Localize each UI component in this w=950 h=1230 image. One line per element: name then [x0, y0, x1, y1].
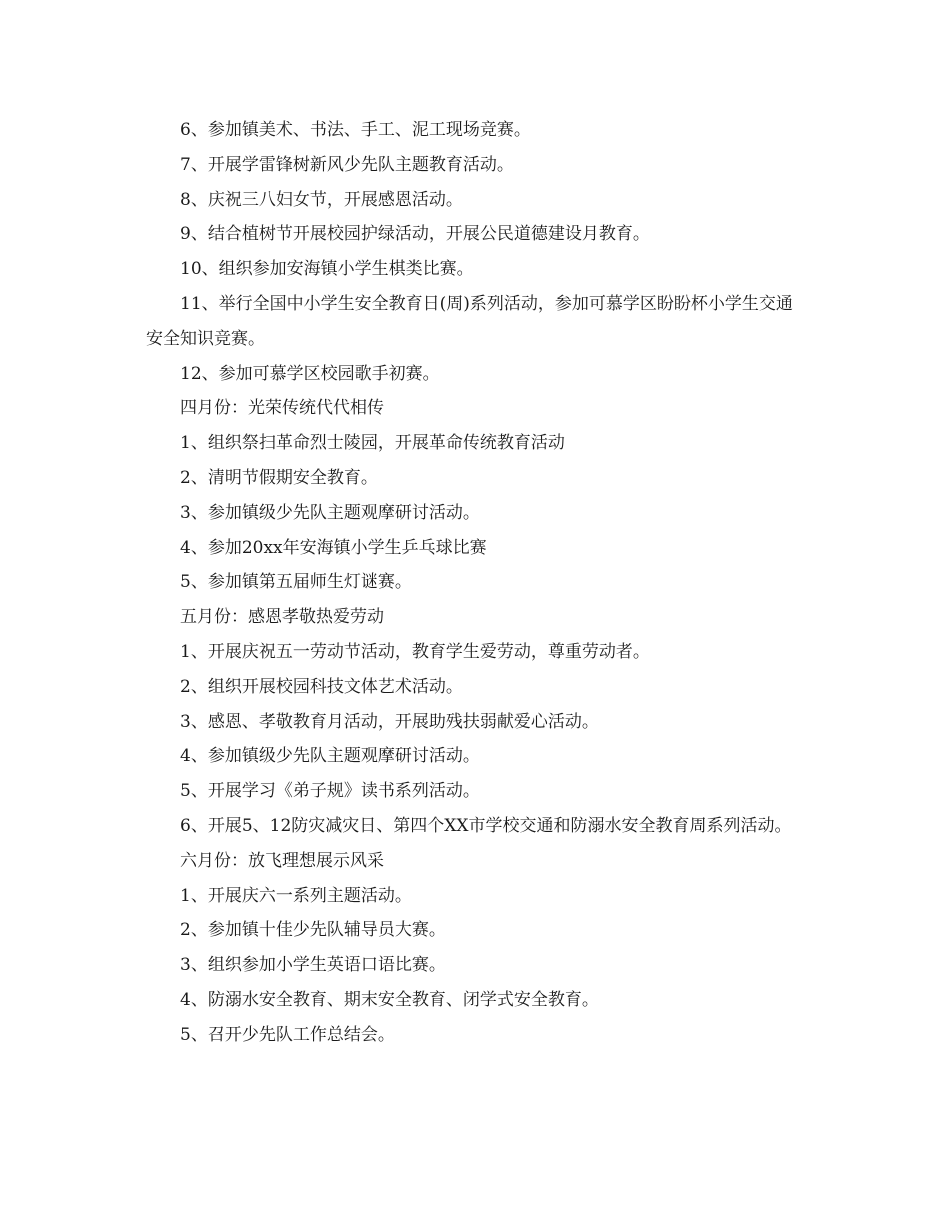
paragraph: 8、庆祝三八妇女节，开展感恩活动。: [180, 189, 463, 210]
paragraph: 2、参加镇十佳少先队辅导员大赛。: [180, 920, 446, 941]
paragraph: 4、参加镇级少先队主题观摩研讨活动。: [180, 746, 480, 767]
paragraph: 3、参加镇级少先队主题观摩研讨活动。: [180, 502, 480, 523]
paragraph: 5、参加镇第五届师生灯谜赛。: [180, 572, 412, 593]
paragraph: 4、防溺水安全教育、期末安全教育、闭学式安全教育。: [180, 989, 599, 1010]
paragraph: 2、清明节假期安全教育。: [180, 467, 378, 488]
paragraph: 1、组织祭扫革命烈士陵园，开展革命传统教育活动: [180, 433, 565, 454]
paragraph: 1、开展庆祝五一劳动节活动，教育学生爱劳动，尊重劳动者。: [180, 641, 650, 662]
paragraph: 2、组织开展校园科技文体艺术活动。: [180, 676, 463, 697]
paragraph: 9、结合植树节开展校园护绿活动，开展公民道德建设月教育。: [180, 224, 650, 245]
paragraph: 11、举行全国中小学生安全教育日(周)系列活动，参加可慕学区盼盼杯小学生交通安全知识竞赛。: [146, 293, 793, 349]
paragraph: 3、感恩、孝敬教育月活动，开展助残扶弱献爱心活动。: [180, 711, 599, 732]
section-heading-june: 六月份：放飞理想展示风采: [180, 850, 384, 871]
paragraph: 6、开展5、12防灾减灾日、第四个XX市学校交通和防溺水安全教育周系列活动。: [180, 815, 792, 836]
paragraph: 1、开展庆六一系列主题活动。: [180, 885, 412, 906]
paragraph: 3、组织参加小学生英语口语比赛。: [180, 955, 446, 976]
section-heading-april: 四月份：光荣传统代代相传: [180, 398, 384, 419]
paragraph: 7、开展学雷锋树新风少先队主题教育活动。: [180, 154, 514, 175]
section-heading-may: 五月份：感恩孝敬热爱劳动: [180, 607, 384, 628]
document-body: [146, 113, 806, 1053]
paragraph: 6、参加镇美术、书法、手工、泥工现场竞赛。: [180, 120, 531, 140]
paragraph: 5、开展学习《弟子规》读书系列活动。: [180, 781, 480, 802]
paragraph: 4、参加20xx年安海镇小学生乒乓球比赛: [180, 537, 487, 558]
paragraph: 10、组织参加安海镇小学生棋类比赛。: [180, 259, 474, 280]
paragraph: 12、参加可慕学区校园歌手初赛。: [180, 363, 440, 384]
paragraph: 5、召开少先队工作总结会。: [180, 1024, 395, 1045]
